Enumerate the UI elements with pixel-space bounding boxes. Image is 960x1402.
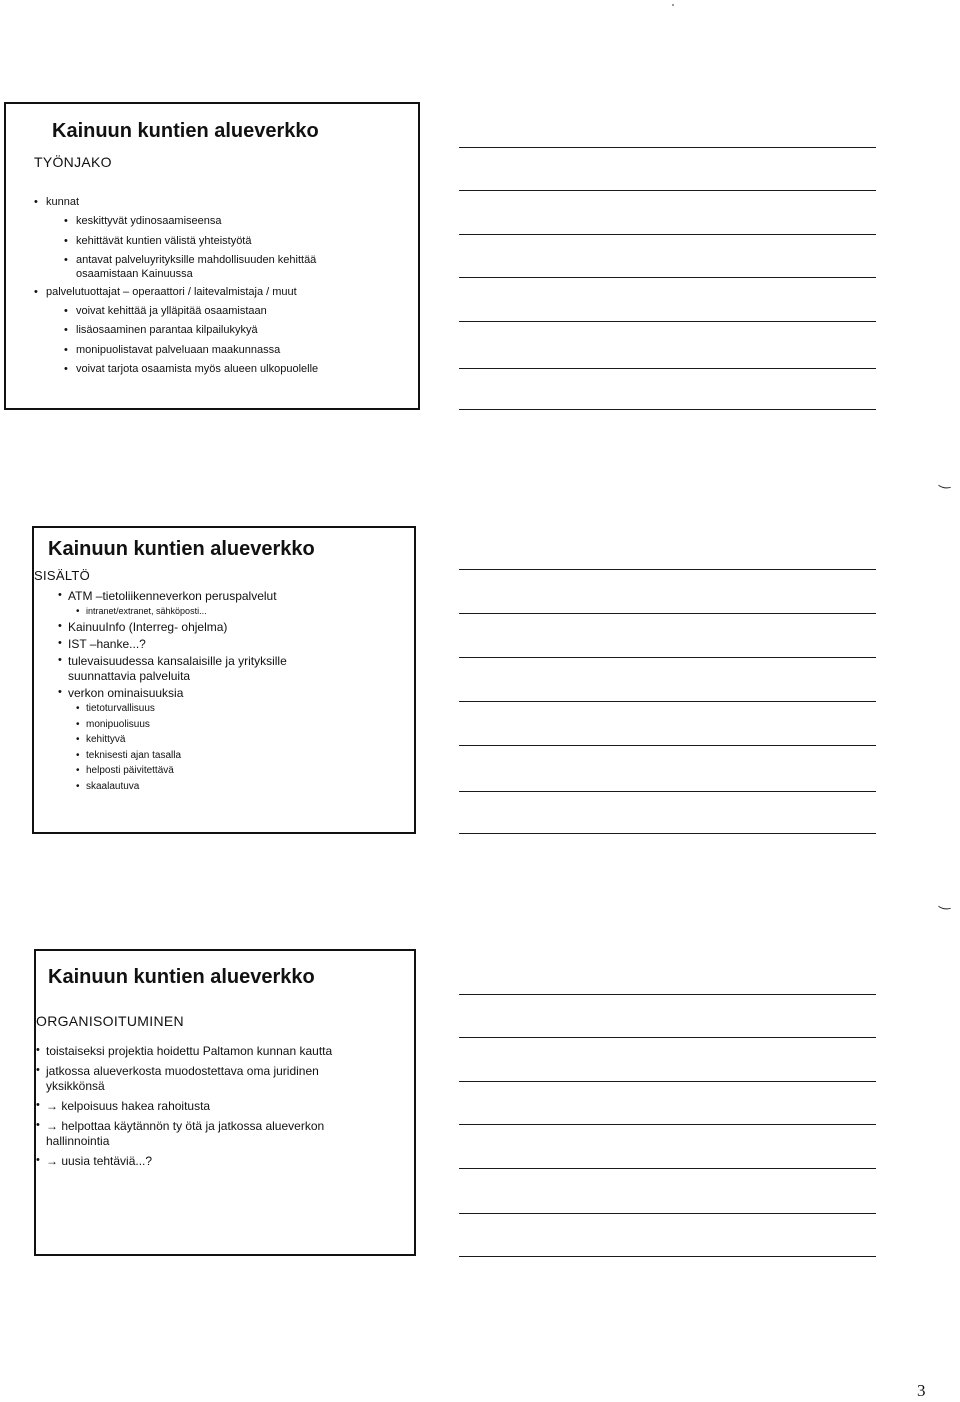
list-item — [54, 750, 404, 763]
list-item — [54, 781, 404, 794]
bullet-icon: • — [76, 765, 80, 777]
slide-title: Kainuun kuntien alueverkko — [48, 538, 315, 560]
bullet-icon: • — [58, 620, 62, 633]
list-item-text: intranet/extranet, sähköposti... — [86, 606, 207, 616]
bullet-icon: • — [76, 606, 80, 617]
bullet-icon: • — [34, 285, 38, 298]
slide-title: Kainuun kuntien alueverkko — [48, 966, 315, 988]
bullet-icon: • — [64, 253, 68, 266]
bullet-icon: • — [34, 196, 38, 208]
list-item — [34, 363, 414, 377]
bullet-icon: • — [76, 718, 80, 730]
list-item-text: tietoturvallisuus — [86, 703, 155, 715]
list-item — [34, 324, 414, 338]
list-item — [54, 654, 358, 684]
list-item-text: verkon ominaisuuksia — [68, 686, 184, 701]
list-item-text: → helpottaa käytännön ty ötä ja jatkossa alueverkon hallinnointia — [46, 1119, 325, 1148]
slide-1 — [4, 102, 420, 410]
bullet-icon: • — [36, 1119, 40, 1131]
bullet-icon: • — [36, 1044, 40, 1056]
note-line — [459, 613, 876, 614]
note-line — [459, 1168, 876, 1169]
list-item-text: jatkossa alueverkosta muodostettava oma juridinen yksikkönsä — [46, 1064, 319, 1093]
list-item — [54, 719, 404, 732]
list-item — [54, 637, 404, 652]
list-item — [36, 1119, 376, 1149]
note-line — [459, 833, 876, 834]
note-line — [459, 701, 876, 702]
list-item-text: → uusia tehtäviä...? — [46, 1154, 153, 1168]
list-item-text: KainuuInfo (Interreg- ohjelma) — [68, 620, 228, 635]
note-line — [459, 1213, 876, 1214]
list-item — [36, 1044, 411, 1059]
note-line — [459, 321, 876, 322]
list-item — [34, 305, 414, 319]
note-line — [459, 409, 876, 410]
slide-content — [54, 589, 404, 796]
list-item-text: voivat tarjota osaamista myös alueen ulkopuolelle — [76, 362, 319, 375]
list-item-text: IST –hanke...? — [68, 637, 146, 652]
scan-speck — [672, 4, 674, 6]
list-item — [54, 734, 404, 747]
list-item-text: → kelpoisuus hakea rahoitusta — [46, 1099, 211, 1113]
list-item-text: toistaiseksi projektia hoidettu Paltamon kunnan kautta — [46, 1044, 333, 1058]
bullet-icon: • — [58, 686, 62, 699]
bullet-icon: • — [58, 589, 62, 601]
note-line — [459, 791, 876, 792]
bullet-icon: • — [64, 324, 68, 337]
bullet-icon: • — [36, 1099, 40, 1111]
note-line — [459, 745, 876, 746]
note-line — [459, 1256, 876, 1257]
list-item — [54, 606, 404, 617]
list-item-text: kehittyvä — [86, 734, 126, 746]
bullet-icon: • — [76, 749, 80, 761]
bullet-icon: • — [58, 637, 62, 650]
list-item-text: kehittävät kuntien välistä yhteistyötä — [76, 234, 252, 247]
list-item — [54, 703, 404, 716]
bullet-icon: • — [36, 1154, 40, 1166]
bullet-icon: • — [64, 362, 68, 375]
list-item — [34, 286, 414, 300]
slide-subtitle: SISÄLTÖ — [34, 568, 91, 583]
slide-2 — [32, 526, 416, 834]
list-item — [34, 254, 358, 282]
bullet-icon: • — [76, 703, 80, 715]
list-item-text: kunnat — [46, 196, 80, 208]
list-item-text: helposti päivitettävä — [86, 765, 174, 777]
bullet-icon: • — [64, 305, 68, 317]
note-line — [459, 1037, 876, 1038]
list-item-text: antavat palveluyrityksille mahdollisuuden kehittää osaamistaan Kainuussa — [76, 253, 317, 280]
list-item-text: ATM –tietoliikenneverkon peruspalvelut — [68, 589, 277, 603]
note-line — [459, 277, 876, 278]
slide-content — [36, 1044, 411, 1174]
bullet-icon: • — [58, 654, 62, 667]
list-item-text: skaalautuva — [86, 780, 140, 792]
list-item-text: lisäosaaminen parantaa kilpailukykyä — [76, 324, 258, 337]
note-line — [459, 368, 876, 369]
bullet-icon: • — [64, 343, 68, 356]
list-item — [54, 620, 404, 635]
scan-mark: ‿ — [938, 892, 953, 910]
list-item — [54, 589, 404, 604]
page-number: 3 — [917, 1381, 926, 1400]
list-item — [34, 215, 414, 229]
slide-title: Kainuun kuntien alueverkko — [52, 120, 319, 142]
list-item-text: teknisesti ajan tasalla — [86, 749, 182, 761]
note-line — [459, 1124, 876, 1125]
slide-subtitle: TYÖNJAKO — [34, 154, 112, 170]
list-item — [36, 1154, 411, 1169]
list-item-text: tulevaisuudessa kansalaisille ja yrityksille suunnattavia palveluita — [68, 654, 287, 684]
list-item-text: monipuolisuus — [86, 718, 150, 730]
list-item — [54, 765, 404, 778]
list-item-text: monipuolistavat palveluaan maakunnassa — [76, 343, 281, 356]
bullet-icon: • — [64, 234, 68, 247]
note-line — [459, 1081, 876, 1082]
slide-content — [34, 196, 414, 382]
note-line — [459, 569, 876, 570]
list-item — [36, 1064, 376, 1094]
note-line — [459, 147, 876, 148]
note-line — [459, 657, 876, 658]
list-item — [34, 344, 414, 358]
slide-subtitle: ORGANISOITUMINEN — [36, 1013, 184, 1029]
scan-mark: ‿ — [938, 471, 953, 489]
bullet-icon: • — [76, 734, 80, 746]
bullet-icon: • — [64, 215, 68, 228]
note-line — [459, 234, 876, 235]
list-item — [36, 1099, 411, 1114]
list-item-text: voivat kehittää ja ylläpitää osaamistaan — [76, 305, 267, 317]
list-item-text: keskittyvät ydinosaamiseensa — [76, 215, 222, 228]
list-item — [34, 235, 414, 249]
list-item — [54, 686, 404, 701]
list-item-text: palvelutuottajat – operaattori / laitevalmistaja / muut — [46, 285, 297, 298]
note-line — [459, 994, 876, 995]
list-item — [34, 196, 414, 210]
bullet-icon: • — [76, 780, 80, 792]
note-line — [459, 190, 876, 191]
slide-3 — [34, 949, 416, 1256]
bullet-icon: • — [36, 1064, 40, 1076]
